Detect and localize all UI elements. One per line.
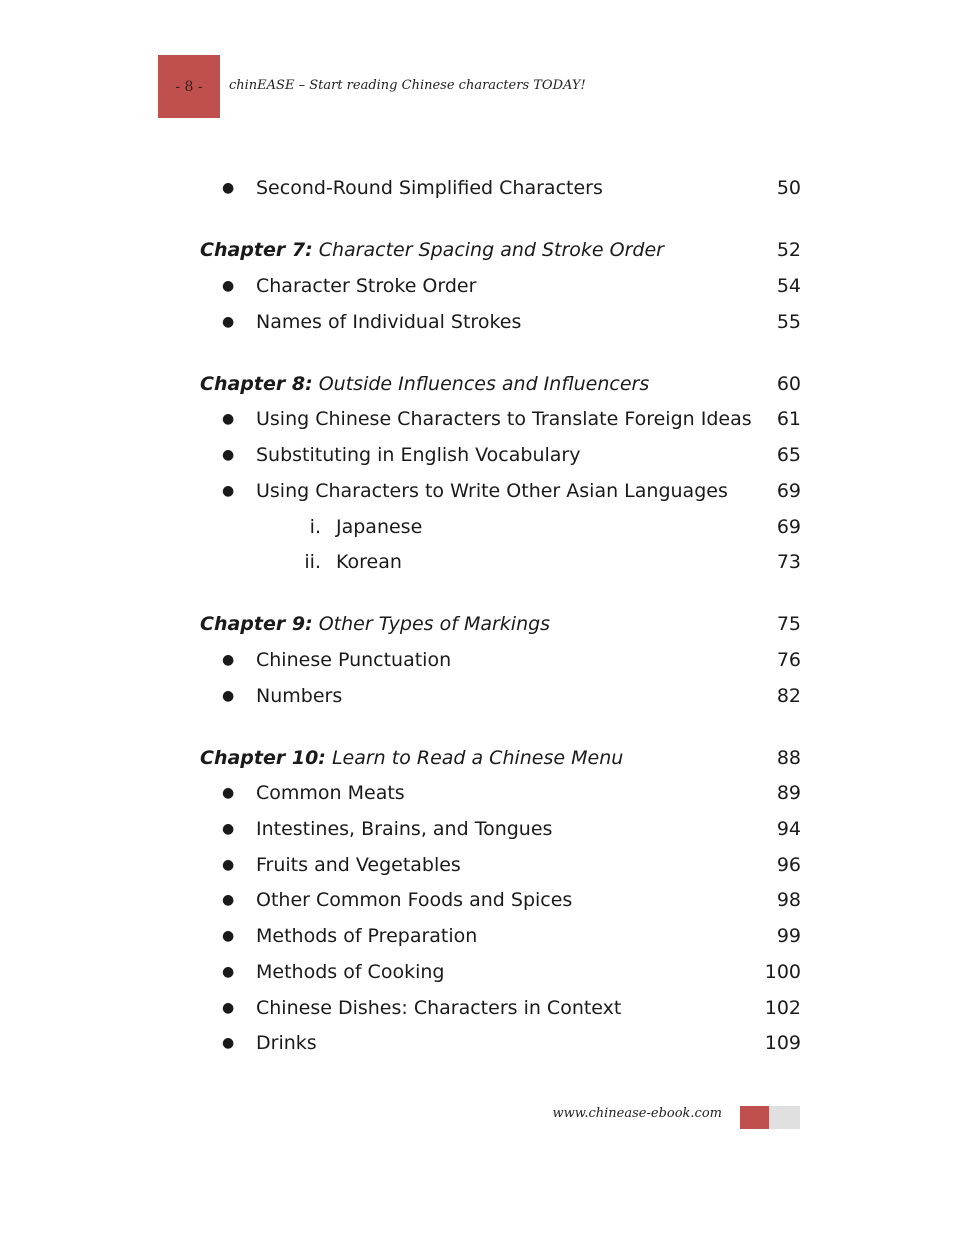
toc-page-number: 52 [776,239,801,261]
toc-page-number: 65 [776,444,801,466]
toc-item-label: Names of Individual Strokes [256,311,522,333]
chapter-number: Chapter 8: [200,373,313,395]
toc-page-number: 100 [764,961,801,983]
toc-page-number: 96 [776,854,801,876]
bullet-icon: ● [222,857,235,873]
toc-item-label: Numbers [256,685,343,707]
toc-item[interactable] [200,887,801,913]
toc-item[interactable] [200,478,801,504]
bullet-icon: ● [222,180,235,196]
bullet-icon: ● [222,447,235,463]
toc-page-number: 69 [776,480,801,502]
toc-page-number: 55 [776,311,801,333]
bullet-icon: ● [222,928,235,944]
bullet-icon: ● [222,1000,235,1016]
running-header-title: chinEASE – Start reading Chinese characters TODAY! [229,78,586,93]
toc-item[interactable] [200,1030,801,1056]
footer-accent-block [740,1106,769,1129]
toc-page-number: 69 [776,516,801,538]
toc-page-number: 60 [776,373,801,395]
toc-item[interactable] [200,780,801,806]
toc-item-label: Using Chinese Characters to Translate Foreign Ideas [256,408,752,430]
bullet-icon: ● [222,483,235,499]
page-number-badge [158,55,220,118]
toc-subitem[interactable] [200,549,801,575]
toc-page-number: 94 [776,818,801,840]
toc-item-label: Intestines, Brains, and Tongues [256,818,553,840]
toc-page-number: 88 [776,747,801,769]
bullet-icon: ● [222,892,235,908]
toc-page-number: 102 [764,997,801,1019]
toc-page-number: 73 [776,551,801,573]
toc-chapter[interactable] [200,745,801,771]
chapter-title: Other Types of Markings [318,613,551,635]
toc-item[interactable] [200,923,801,949]
toc-page-number: 61 [776,408,801,430]
chapter-title: Character Spacing and Stroke Order [318,239,664,261]
chapter-number: Chapter 9: [200,613,313,635]
toc-item-label: Common Meats [256,782,405,804]
toc-page-number: 75 [776,613,801,635]
toc-item-label: Methods of Preparation [256,925,478,947]
toc-item-label: Chinese Punctuation [256,649,452,671]
bullet-icon: ● [222,278,235,294]
toc-item[interactable] [200,175,801,201]
roman-numeral: i. [309,516,321,538]
bullet-icon: ● [222,821,235,837]
chapter-title: Outside Influences and Influencers [318,373,650,395]
bullet-icon: ● [222,314,235,330]
toc-item[interactable] [200,273,801,299]
toc-item[interactable] [200,959,801,985]
toc-item[interactable] [200,852,801,878]
bullet-icon: ● [222,411,235,427]
toc-item[interactable] [200,816,801,842]
toc-item[interactable] [200,995,801,1021]
toc-subitem[interactable] [200,514,801,540]
footer-grey-block [769,1106,800,1129]
toc-page-number: 54 [776,275,801,297]
toc-page-number: 89 [776,782,801,804]
toc-item[interactable] [200,647,801,673]
toc-subitem-label: Japanese [336,516,423,538]
toc-item[interactable] [200,442,801,468]
toc-item-label: Substituting in English Vocabulary [256,444,581,466]
toc-page-number: 98 [776,889,801,911]
chapter-number: Chapter 7: [200,239,313,261]
chapter-title: Learn to Read a Chinese Menu [331,747,624,769]
toc-page-number: 76 [776,649,801,671]
toc-item[interactable] [200,406,801,432]
toc-chapter[interactable] [200,371,801,397]
roman-numeral: ii. [304,551,321,573]
toc-page-number: 82 [776,685,801,707]
toc-chapter[interactable] [200,611,801,637]
toc-page-number: 109 [764,1032,801,1054]
toc-chapter[interactable] [200,237,801,263]
toc-subitem-label: Korean [336,551,402,573]
toc-page-number: 99 [776,925,801,947]
page-number: - 8 - [175,78,203,95]
toc-item-label: Second-Round Simplified Characters [256,177,603,199]
toc-item-label: Drinks [256,1032,317,1054]
footer-website-url: www.chinease-ebook.com [552,1106,722,1121]
bullet-icon: ● [222,652,235,668]
chapter-number: Chapter 10: [200,747,326,769]
toc-item-label: Fruits and Vegetables [256,854,461,876]
toc-item-label: Other Common Foods and Spices [256,889,573,911]
bullet-icon: ● [222,1035,235,1051]
bullet-icon: ● [222,785,235,801]
bullet-icon: ● [222,688,235,704]
toc-item[interactable] [200,683,801,709]
bullet-icon: ● [222,964,235,980]
toc-item[interactable] [200,309,801,335]
toc-item-label: Character Stroke Order [256,275,477,297]
toc-item-label: Chinese Dishes: Characters in Context [256,997,622,1019]
toc-page-number: 50 [776,177,801,199]
toc-item-label: Using Characters to Write Other Asian Languages [256,480,728,502]
toc-item-label: Methods of Cooking [256,961,445,983]
